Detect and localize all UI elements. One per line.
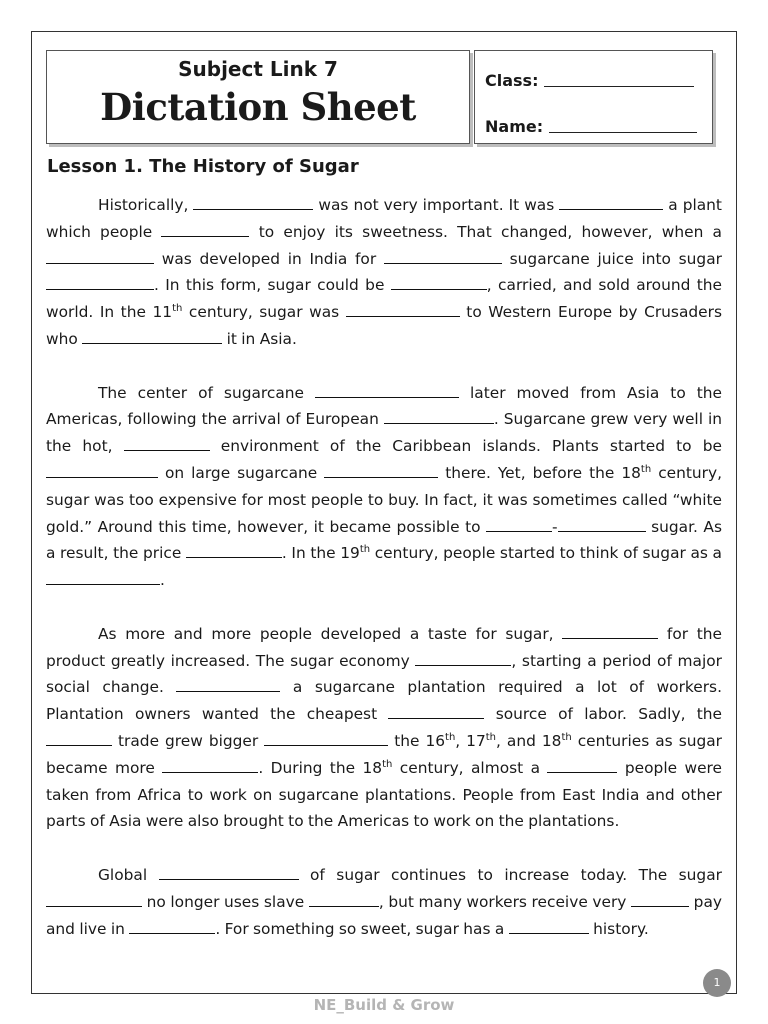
superscript: th [172,303,183,315]
answer-blank[interactable] [391,278,487,290]
text: sugar. As a result, the price [46,517,722,563]
subject-label: Subject Link 7 [178,57,338,81]
text: . [160,571,165,590]
student-info-box [474,50,713,144]
text: to Western Europe by Crusaders who [46,303,722,348]
text: it in Asia. [226,329,297,348]
answer-blank[interactable] [193,198,313,210]
answer-blank[interactable] [558,520,646,532]
text: on large sugarcane [165,463,318,482]
name-label: Name: [485,117,544,136]
text: for the product greatly increased. The sugar economy [46,624,722,670]
answer-blank[interactable] [486,520,552,532]
superscript: th [561,731,572,743]
text: history. [593,919,649,938]
superscript: th [382,758,393,770]
answer-blank[interactable] [186,546,282,558]
page-number-badge: 1 [703,969,731,997]
answer-blank[interactable] [124,439,210,451]
text: pay and live in [46,892,722,938]
text: was developed in India for [161,249,377,268]
answer-blank[interactable] [384,412,494,424]
text: . During the 18 [258,758,383,777]
class-field[interactable] [544,85,694,87]
text: sugarcane juice into sugar [509,249,722,268]
text: Global [98,865,148,884]
text: a sugarcane plantation required a lot of workers. Plantation owners wanted the cheapest [46,678,722,724]
text: was not very important. It was [318,196,555,214]
text: people were taken from Africa to work on sugarcane plantations. People from East India and other parts of Asia were also brought to the Americas to work on the plantations. [46,758,722,831]
class-row [485,71,694,90]
text: . In this form, sugar could be [154,276,385,295]
text: there. Yet, before the 18 [445,463,641,482]
answer-blank[interactable] [509,922,589,934]
text: , and 18 [496,731,562,750]
text: . For something so sweet, sugar has a [215,919,505,938]
answer-blank[interactable] [46,573,160,585]
superscript: th [640,463,652,475]
answer-blank[interactable] [346,305,460,317]
text: . Sugarcane grew very well in the hot, [46,410,722,456]
text: The center of sugarcane [98,383,305,402]
text: century, almost a [399,758,541,777]
answer-blank[interactable] [159,868,299,880]
answer-blank[interactable] [384,252,502,264]
answer-blank[interactable] [46,278,154,290]
answer-blank[interactable] [264,734,388,746]
answer-blank[interactable] [562,627,658,639]
lesson-title: Lesson 1. The History of Sugar [47,156,359,177]
answer-blank[interactable] [309,895,379,907]
superscript: th [359,544,371,556]
text: Historically, [98,196,189,214]
answer-blank[interactable] [46,734,112,746]
text: environment of the Caribbean islands. Plants started to be [220,437,722,456]
paragraph-3 [46,621,722,835]
answer-blank[interactable] [547,761,617,773]
text: century, sugar was too expensive for most people to buy. In fact, it was sometimes called “white gold.” Around this time, however, it became possible to [46,463,722,536]
paragraph-1 [46,192,722,353]
paragraph-4 [46,862,722,942]
title-box [46,50,470,144]
text: As more and more people developed a taste for sugar, [98,624,554,643]
sheet-title: Dictation Sheet [100,85,416,129]
text: trade grew bigger [118,731,259,750]
text: to enjoy its sweetness. That changed, however, when a [258,222,722,241]
answer-blank[interactable] [162,761,258,773]
text: a plant which people [46,196,722,241]
superscript: th [485,731,497,743]
answer-blank[interactable] [415,654,511,666]
class-label: Class: [485,71,539,90]
answer-blank[interactable] [82,332,222,344]
text: century, sugar was [188,303,340,322]
answer-blank[interactable] [129,922,215,934]
footer-brand: NE_Build & Grow [313,996,455,1014]
text: the 16 [394,731,446,750]
text: , 17 [455,731,486,750]
answer-blank[interactable] [559,198,663,210]
answer-blank[interactable] [46,466,158,478]
text: century, people started to think of sugar as a [374,544,722,563]
text: . In the 19 [281,544,360,563]
text: of sugar continues to increase today. The sugar [310,865,722,884]
text: later moved from Asia to the Americas, following the arrival of European [46,383,722,429]
answer-blank[interactable] [388,707,484,719]
text: , starting a period of major social change. [46,651,722,697]
text: , but many workers receive very [378,892,627,911]
superscript: th [445,731,456,743]
text: no longer uses slave [146,892,305,911]
answer-blank[interactable] [161,225,249,237]
text: , carried, and sold around the world. In the 11 [46,276,722,322]
answer-blank[interactable] [324,466,438,478]
name-row [485,117,697,136]
answer-blank[interactable] [46,252,154,264]
answer-blank[interactable] [631,895,689,907]
dictation-text [46,192,722,969]
text: centuries as sugar became more [46,731,722,777]
name-field[interactable] [549,131,697,133]
answer-blank[interactable] [176,680,280,692]
hyphen: - [552,517,558,536]
answer-blank[interactable] [46,895,142,907]
paragraph-2 [46,380,722,594]
text: source of labor. Sadly, the [495,705,723,724]
answer-blank[interactable] [315,386,459,398]
